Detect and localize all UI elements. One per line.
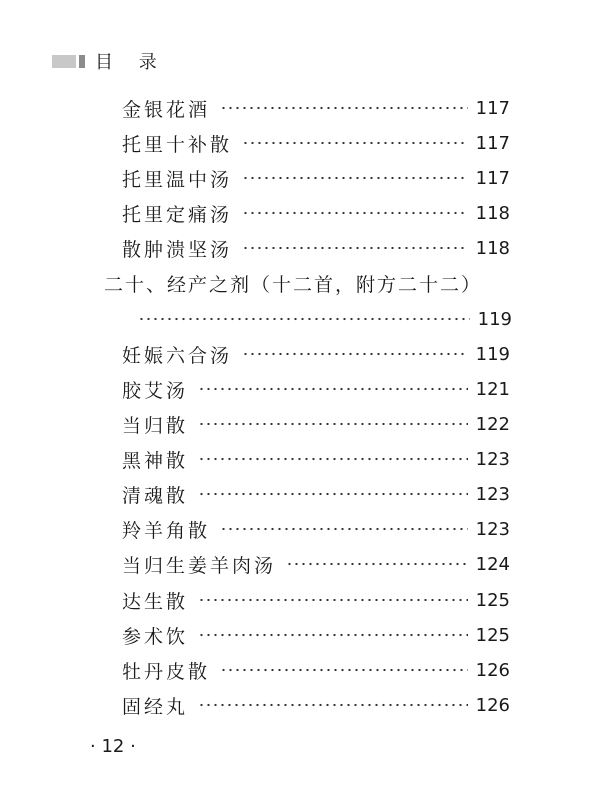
toc-entry[interactable] [122, 585, 510, 615]
toc-entry-title: 妊娠六合汤 [122, 344, 233, 367]
toc-dot-leader [198, 585, 468, 615]
toc-dot-leader [198, 409, 468, 439]
page-number: · 12 · [90, 736, 136, 757]
toc-entry-page: 123 [475, 483, 510, 505]
toc-entry-page: 126 [475, 659, 510, 681]
section-title: 二十、经产之剂（十二首，附方二十二） [104, 273, 483, 296]
toc-entry-page: 118 [475, 237, 510, 259]
toc-entry-title: 黑神散 [122, 449, 189, 472]
toc-entry-page: 119 [475, 343, 510, 365]
toc-dot-leader [242, 163, 468, 193]
toc-entry-page: 117 [475, 167, 510, 189]
toc-entry-title: 牡丹皮散 [122, 660, 211, 683]
toc-dot-leader [198, 479, 468, 509]
toc-entry-title: 参术饮 [122, 625, 189, 648]
toc-entry-title: 羚羊角散 [122, 519, 211, 542]
toc-entry-page: 125 [475, 589, 510, 611]
toc-entry-title: 托里温中汤 [122, 168, 233, 191]
toc-dot-leader [220, 514, 468, 544]
toc-entry[interactable] [122, 128, 510, 158]
toc-entry-page: 117 [475, 97, 510, 119]
toc-dot-leader [242, 128, 468, 158]
toc-dot-leader [242, 233, 468, 263]
toc-dot-leader [198, 690, 468, 720]
toc-dot-leader [242, 339, 468, 369]
toc-entry-title: 金银花酒 [122, 98, 211, 121]
toc-entry-page: 118 [475, 202, 510, 224]
toc-entry[interactable] [122, 444, 510, 474]
toc-entry-page: 117 [475, 132, 510, 154]
page-title: 目 录 [95, 52, 167, 73]
toc-dot-leader [220, 93, 468, 123]
toc-entry[interactable] [122, 514, 510, 544]
section-page-line[interactable] [138, 304, 512, 334]
toc-entry-page: 123 [475, 448, 510, 470]
toc-entry-page: 121 [475, 378, 510, 400]
toc-entry-page: 126 [475, 694, 510, 716]
toc-dot-leader [220, 655, 468, 685]
toc-entry-page: 124 [475, 553, 510, 575]
toc-entry-title: 当归散 [122, 414, 189, 437]
toc-entry-title: 当归生姜羊肉汤 [122, 554, 277, 577]
toc-entry-title: 胶艾汤 [122, 379, 189, 402]
toc-entry-title: 达生散 [122, 590, 189, 613]
toc-entry-title: 清魂散 [122, 484, 189, 507]
toc-dot-leader [286, 549, 468, 579]
toc-entry[interactable] [122, 549, 510, 579]
toc-dot-leader [198, 444, 468, 474]
toc-entry-page: 122 [475, 413, 510, 435]
toc-entry[interactable] [122, 198, 510, 228]
toc-entry-title: 散肿溃坚汤 [122, 238, 233, 261]
toc-entry[interactable] [122, 690, 510, 720]
toc-dot-leader [138, 304, 470, 334]
toc-entry[interactable] [122, 409, 510, 439]
toc-entry[interactable] [122, 339, 510, 369]
toc-entry[interactable] [122, 620, 510, 650]
toc-entry-title: 托里定痛汤 [122, 203, 233, 226]
toc-entry-title: 固经丸 [122, 695, 189, 718]
toc-entry-page: 123 [475, 518, 510, 540]
toc-dot-leader [198, 374, 468, 404]
header-decoration-bar [52, 55, 76, 68]
toc-entry-page: 125 [475, 624, 510, 646]
section-heading[interactable] [104, 268, 482, 298]
toc-entry[interactable] [122, 163, 510, 193]
toc-entry[interactable] [122, 655, 510, 685]
section-page: 119 [477, 308, 512, 330]
page-header [52, 50, 167, 72]
toc-dot-leader [198, 620, 468, 650]
header-decoration-bar-dark [79, 55, 85, 68]
toc-entry[interactable] [122, 233, 510, 263]
toc-dot-leader [242, 198, 468, 228]
toc-entry-title: 托里十补散 [122, 133, 233, 156]
toc-entry[interactable] [122, 479, 510, 509]
toc-entry[interactable] [122, 374, 510, 404]
toc-entry[interactable] [122, 93, 510, 123]
